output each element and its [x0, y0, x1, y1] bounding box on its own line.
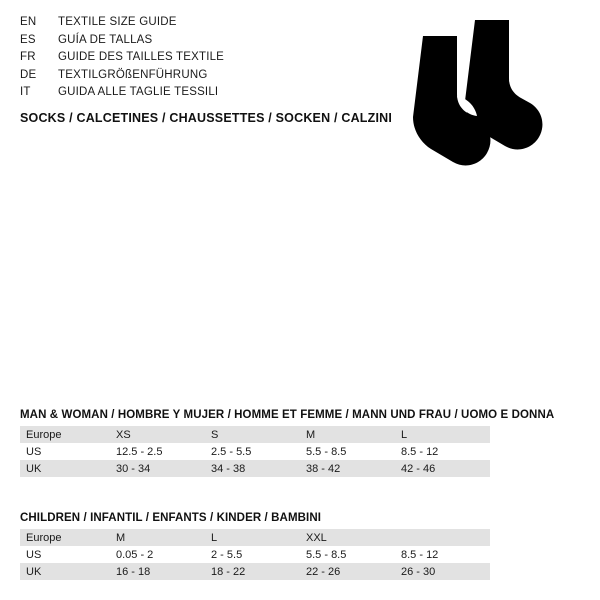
language-code: IT [20, 86, 31, 98]
table-row [20, 460, 490, 477]
adults-table-caption: MAN & WOMAN / HOMBRE Y MUJER / HOMME ET FEMME / MANN UND FRAU / UOMO E DONNA [20, 409, 555, 421]
cell: 34 - 38 [205, 460, 300, 477]
adults-size-table-section [20, 409, 580, 477]
cell: 18 - 22 [205, 563, 300, 580]
cell: XXL [300, 529, 395, 546]
cell: 26 - 30 [395, 563, 490, 580]
language-code: FR [20, 51, 36, 63]
cell [395, 529, 490, 546]
row-label: UK [20, 460, 110, 477]
language-row [20, 86, 380, 104]
language-text: TEXTILE SIZE GUIDE [58, 16, 177, 28]
table-row [20, 529, 490, 546]
language-text: GUIDE DES TAILLES TEXTILE [58, 51, 225, 63]
row-label: UK [20, 563, 110, 580]
cell: 5.5 - 8.5 [300, 443, 395, 460]
cell: 8.5 - 12 [395, 546, 490, 563]
cell: 0.05 - 2 [110, 546, 205, 563]
language-list [20, 16, 380, 104]
language-row [20, 69, 380, 87]
row-label: US [20, 546, 110, 563]
cell: S [205, 426, 300, 443]
cell: 12.5 - 2.5 [110, 443, 205, 460]
adults-size-table [20, 426, 490, 477]
cell: 42 - 46 [395, 460, 490, 477]
table-row [20, 546, 490, 563]
children-size-table [20, 529, 490, 580]
row-label: Europe [20, 426, 110, 443]
table-row [20, 443, 490, 460]
page-title: SOCKS / CALCETINES / CHAUSSETTES / SOCKEN / CALZINI [20, 111, 393, 125]
language-row [20, 34, 380, 52]
language-code: ES [20, 33, 36, 46]
language-text: GUIDA ALLE TAGLIE TESSILI [58, 86, 219, 98]
language-text: GUÍA DE TALLAS [58, 33, 153, 46]
table-row [20, 563, 490, 580]
table-row [20, 426, 490, 443]
cell: XS [110, 426, 205, 443]
socks-illustration [405, 18, 570, 168]
cell: 2.5 - 5.5 [205, 443, 300, 460]
language-text: TEXTILGRÖßENFÜHRUNG [58, 68, 208, 81]
cell: L [205, 529, 300, 546]
children-size-table-section [20, 512, 580, 580]
language-row [20, 51, 380, 69]
cell: 30 - 34 [110, 460, 205, 477]
cell: 16 - 18 [110, 563, 205, 580]
cell: L [395, 426, 490, 443]
cell: 2 - 5.5 [205, 546, 300, 563]
cell: M [300, 426, 395, 443]
cell: 5.5 - 8.5 [300, 546, 395, 563]
children-table-caption: CHILDREN / INFANTIL / ENFANTS / KINDER / BAMBINI [20, 512, 322, 524]
row-label: US [20, 443, 110, 460]
row-label: Europe [20, 529, 110, 546]
cell: M [110, 529, 205, 546]
cell: 38 - 42 [300, 460, 395, 477]
language-code: DE [20, 68, 37, 81]
cell: 8.5 - 12 [395, 443, 490, 460]
cell: 22 - 26 [300, 563, 395, 580]
language-code: EN [20, 16, 37, 28]
language-row [20, 16, 380, 34]
